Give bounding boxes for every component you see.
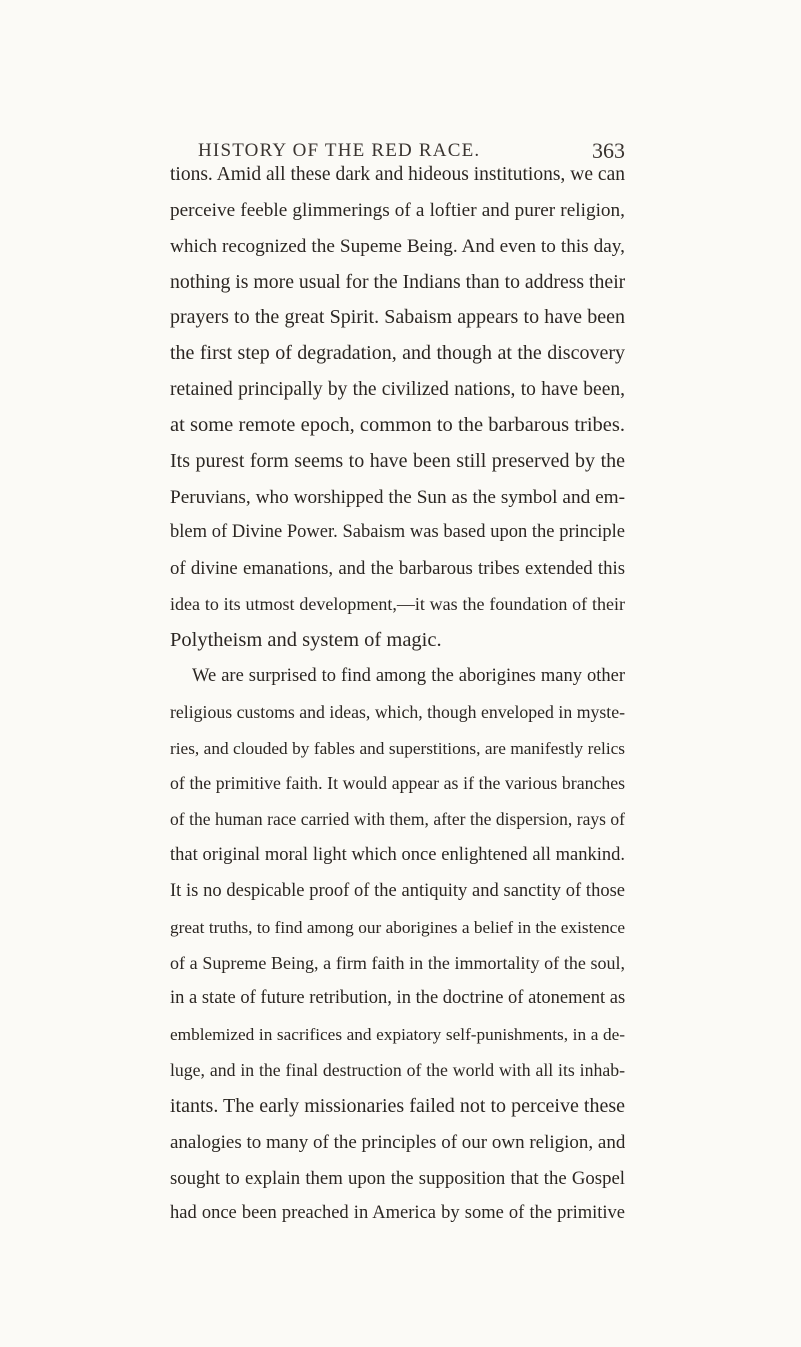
text-line: retained principally by the civilized nations, to have been, (170, 379, 625, 401)
text-line: had once been preached in America by some of the primitive (170, 1203, 625, 1224)
text-line: Peruvians, who worshipped the Sun as the symbol and em- (170, 486, 625, 508)
text-line: of the primitive faith. It would appear as if the various branches (170, 773, 625, 794)
text-line: blem of Divine Power. Sabaism was based upon the principle (170, 522, 625, 543)
running-title: HISTORY OF THE RED RACE. (198, 140, 481, 161)
text-line: of a Supreme Being, a firm faith in the immortality of the soul, (170, 952, 625, 973)
text-line: It is no despicable proof of the antiquity and sanctity of those (170, 880, 625, 901)
text-line: itants. The early missionaries failed not to perceive these (170, 1094, 625, 1117)
text-line: which recognized the Supeme Being. And even to this day, (170, 235, 625, 257)
paragraph-end-line: Polytheism and system of magic. (170, 628, 442, 651)
text-line: sought to explain them upon the supposition that the Gospel (170, 1167, 625, 1189)
text-line: idea to its utmost development,—it was the foundation of their (170, 594, 625, 615)
text-line: emblemized in sacrifices and expiatory self-punishments, in a de- (170, 1025, 625, 1045)
text-line: that original moral light which once enlightened all mankind. (170, 845, 625, 866)
text-line: of the human race carried with them, after the dispersion, rays of (170, 809, 625, 830)
text-line: at some remote epoch, common to the barbarous tribes. (170, 413, 625, 436)
text-line: tions. Amid all these dark and hideous institutions, we can (170, 164, 625, 185)
text-line: of divine emanations, and the barbarous tribes extended this (170, 558, 625, 580)
text-line: great truths, to find among our aborigines a belief in the existence (170, 917, 625, 937)
text-line: nothing is more usual for the Indians than to address their (170, 270, 625, 293)
text-line: Its purest form seems to have been still preserved by the (170, 449, 625, 472)
page-number: 363 (592, 138, 625, 163)
paragraph-start-line: We are surprised to find among the aborigines many other (192, 665, 625, 686)
text-line: prayers to the great Spirit. Sabaism appears to have been (170, 306, 625, 329)
text-line: luge, and in the final destruction of the world with all its inhab- (170, 1060, 625, 1081)
text-line: the first step of degradation, and though at the discovery (170, 342, 625, 365)
text-line: in a state of future retribution, in the doctrine of atonement as (170, 988, 625, 1009)
text-line: religious customs and ideas, which, though enveloped in myste- (170, 701, 625, 722)
text-line: analogies to many of the principles of our own religion, and (170, 1131, 625, 1153)
text-line: ries, and clouded by fables and superstitions, are manifestly relics (170, 738, 625, 758)
text-line: perceive feeble glimmerings of a loftier and purer religion, (170, 199, 625, 221)
body-text (170, 157, 625, 1232)
